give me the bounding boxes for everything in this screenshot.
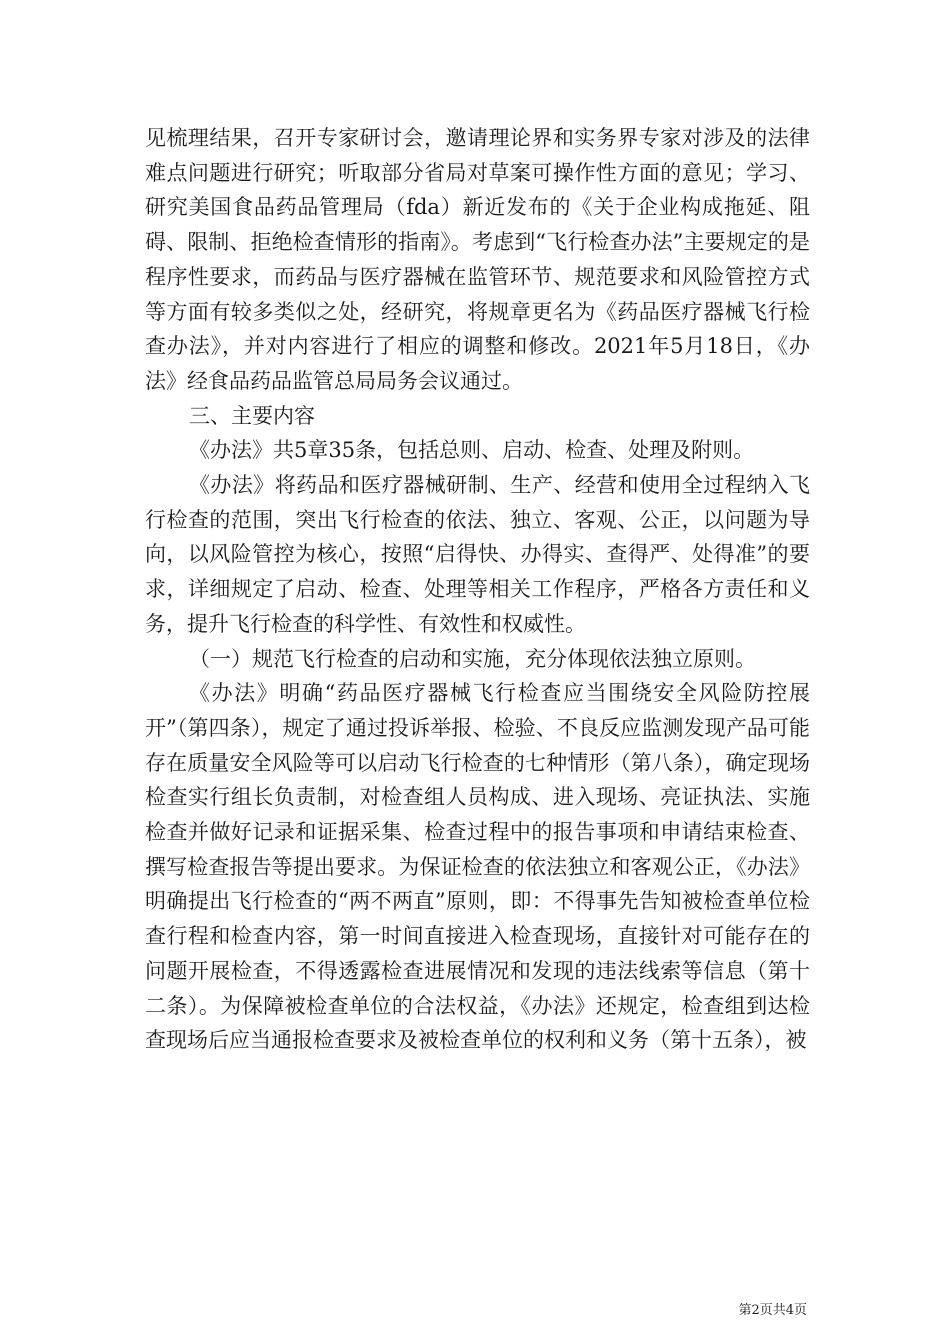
- paragraph-inspection-rules: 《办法》明确“药品医疗器械飞行检查应当围绕安全风险防控展开”（第四条），规定了通过投诉举报、检验、不良反应监测发现产品可能存在质量安全风险等可以启动飞行检查的七种情形（第八条），确定现场检查实行组长负责制，对检查组人员构成、进入现场、亮证执法、实施检查并做好记录和证据采集、检查过程中的报告事项和申请结束检查、撰写检查报告等提出要求。为保证检查的依法独立和客观公正，《办法》明确提出飞行检查的“两不两直”原则，即：不得事先告知被检查单位检查行程和检查内容，第一时间直接进入检查现场，直接针对可能存在的问题开展检查，不得透露检查进展情况和发现的违法线索等信息（第十二条）。为保障被检查单位的合法权益，《办法》还规定，检查组到达检查现场后应当通报检查要求及被检查单位的权利和义务（第十五条），被: [145, 681, 810, 1053]
- paragraph-scope: 《办法》将药品和医疗器械研制、生产、经营和使用全过程纳入飞行检查的范围，突出飞行检查的依法、独立、客观、公正，以问题为导向，以风险管控为核心，按照“启得快、办得实、查得严、处得准”的要求，详细规定了启动、检查、处理等相关工作程序，严格各方责任和义务，提升飞行检查的科学性、有效性和权威性。: [145, 473, 810, 636]
- heading-section-1: （一）规范飞行检查的启动和实施，充分体现依法独立原则。: [189, 646, 756, 671]
- page-number-footer: 第2页共4页: [738, 1303, 807, 1318]
- paragraph-review-process: 见梳理结果，召开专家研讨会，邀请理论界和实务界专家对涉及的法律难点问题进行研究；听取部分省局对草案可操作性方面的意见；学习、研究美国食品药品管理局（fda）新近发布的《关于企业构成拖延、阻碍、限制、拒绝检查情形的指南》。考虑到“飞行检查办法”主要规定的是程序性要求，而药品与医疗器械在监管环节、规范要求和风险管控方式等方面有较多类似之处，经研究，将规章更名为《药品医疗器械飞行检查办法》，并对内容进行了相应的调整和修改。2021年5月18日，《办法》经食品药品监管总局局务会议通过。: [145, 126, 810, 393]
- paragraph-structure-summary: 《办法》共5章35条，包括总则、启动、检查、处理及附则。: [189, 438, 755, 463]
- heading-main-content: 三、主要内容: [189, 403, 315, 428]
- document-body: [145, 121, 810, 1058]
